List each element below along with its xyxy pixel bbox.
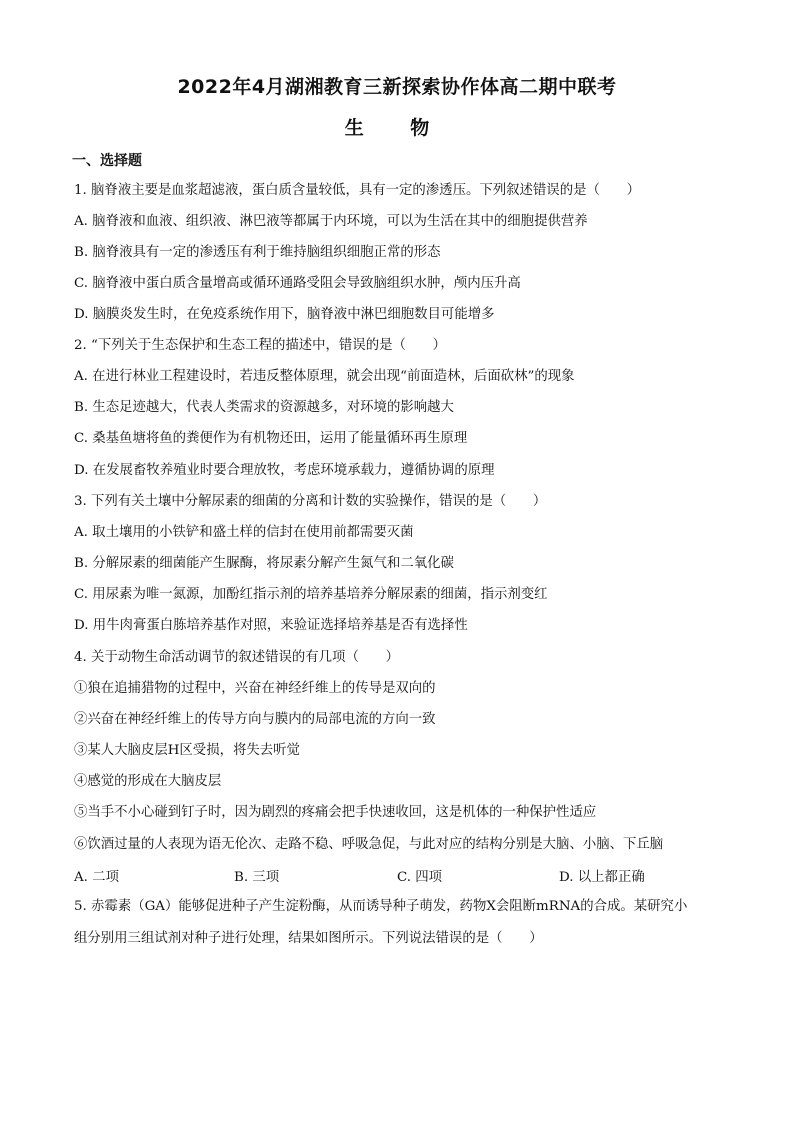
question-4-item-1: ①狼在追捕猎物的过程中，兴奋在神经纤维上的传导是双向的 [74,681,436,696]
question-3-option-a: A. 取土壤用的小铁铲和盛土样的信封在使用前都需要灭菌 [74,525,414,540]
question-2-option-a: A. 在进行林业工程建设时，若违反整体原理，就会出现“前面造林，后面砍林”的现象 [74,369,575,384]
question-1-option-a: A. 脑脊液和血液、组织液、淋巴液等都属于内环境，可以为生活在其中的细胞提供营养 [74,214,588,229]
question-5-stem-line-1: 5. 赤霉素（GA）能够促进种子产生淀粉酶，从而诱导种子萌发，药物X会阻断mRNA的合成。某研究小 [74,899,688,914]
question-4-item-6: ⑥饮酒过量的人表现为语无伦次、走路不稳、呼吸急促，与此对应的结构分别是大脑、小脑、下丘脑 [74,837,664,852]
question-4-option-c: C. 四项 [397,870,443,885]
question-2-option-c: C. 桑基鱼塘将鱼的粪便作为有机物还田，运用了能量循环再生原理 [74,431,468,446]
question-4-option-d: D. 以上都正确 [559,870,645,885]
question-4-item-4: ④感觉的形成在大脑皮层 [74,774,222,789]
question-2-option-d: D. 在发展畜牧养殖业时要合理放牧，考虑环境承载力，遵循协调的原理 [74,463,495,478]
question-4-item-5: ⑤当手不小心碰到钉子时，因为剧烈的疼痛会把手快速收回，这是机体的一种保护性适应 [74,805,597,820]
question-4-item-2: ②兴奋在神经纤维上的传导方向与膜内的局部电流的方向一致 [74,712,436,727]
question-3-option-c: C. 用尿素为唯一氮源，加酚红指示剂的培养基培养分解尿素的细菌，指示剂变红 [74,587,548,602]
question-1-option-c: C. 脑脊液中蛋白质含量增高或循环通路受阻会导致脑组织水肿，颅内压升高 [74,276,521,291]
question-4-option-a: A. 二项 [74,870,119,885]
question-4-stem: 4. 关于动物生命活动调节的叙述错误的有几项（ ） [74,650,400,665]
question-2-option-b: B. 生态足迹越大，代表人类需求的资源越多，对环境的影响越大 [74,400,454,415]
question-5-stem-line-2: 组分别用三组试剂对种子进行处理，结果如图所示。下列说法错误的是（ ） [74,931,543,946]
question-2-stem: 2. “下列关于生态保护和生态工程的描述中，错误的是（ ） [74,338,447,353]
question-3-stem: 3. 下列有关土壤中分解尿素的细菌的分离和计数的实验操作，错误的是（ ） [74,494,547,509]
question-4-option-b: B. 三项 [234,870,280,885]
question-1-option-b: B. 脑脊液具有一定的渗透压有利于维持脑组织细胞正常的形态 [74,245,441,260]
question-3-option-b: B. 分解尿素的细菌能产生脲酶，将尿素分解产生氮气和二氧化碳 [74,556,454,571]
question-4-item-3: ③某人大脑皮层H区受损，将失去听觉 [74,743,300,758]
question-1-stem: 1. 脑脊液主要是血浆超滤液，蛋白质含量较低，具有一定的渗透压。下列叙述错误的是（ ） [74,183,641,198]
question-1-option-d: D. 脑膜炎发生时，在免疫系统作用下，脑脊液中淋巴细胞数目可能增多 [74,307,495,322]
exam-title: 2022年4月湖湘教育三新探索协作体高二期中联考 [177,76,617,98]
question-3-option-d: D. 用牛肉膏蛋白胨培养基作对照，来验证选择培养基是否有选择性 [74,618,468,633]
subject-title: 生 物 [344,117,450,139]
section-heading: 一、选择题 [72,153,142,169]
